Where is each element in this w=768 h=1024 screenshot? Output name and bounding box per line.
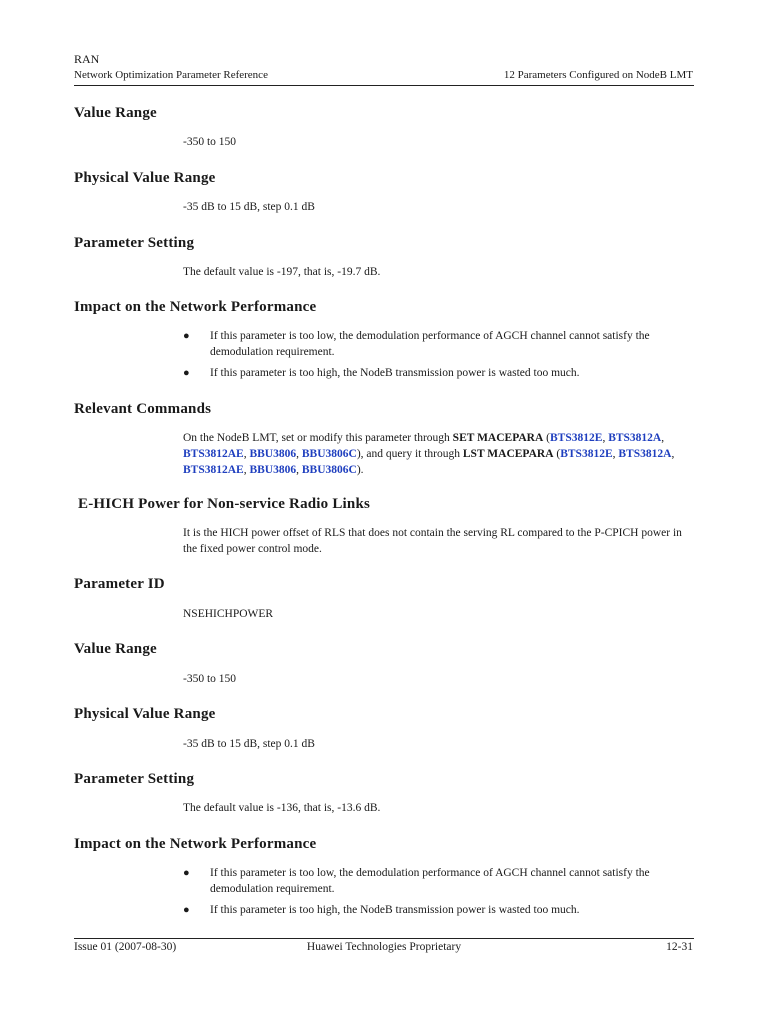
header-product: RAN bbox=[74, 52, 100, 66]
parameter-id-text: NSEHICHPOWER bbox=[183, 608, 274, 620]
physical-value-range-text: -35 dB to 15 dB, step 0.1 dB bbox=[183, 738, 315, 750]
value-range-heading: Value Range bbox=[74, 105, 157, 121]
footer-proprietary: Huawei Technologies Proprietary bbox=[306, 941, 462, 953]
cmd-text: , bbox=[671, 448, 675, 460]
link-bts3812ae[interactable]: BTS3812AE bbox=[183, 448, 244, 460]
link-bts3812a[interactable]: BTS3812A bbox=[618, 448, 672, 460]
set-command: SET MACEPARA bbox=[452, 432, 544, 444]
footer-issue: Issue 01 (2007-08-30) bbox=[74, 941, 177, 953]
parameter-setting-text: The default value is -197, that is, -19.7 dB. bbox=[183, 266, 381, 278]
link-bts3812e[interactable]: BTS3812E bbox=[560, 448, 613, 460]
cmd-text: ( bbox=[543, 432, 551, 444]
header-chapter: 12 Parameters Configured on NodeB LMT bbox=[503, 69, 693, 81]
bullet-icon: ● bbox=[183, 330, 190, 342]
footer-divider bbox=[74, 938, 694, 939]
link-bts3812ae[interactable]: BTS3812AE bbox=[183, 464, 244, 476]
impact-bullet-item bbox=[183, 902, 698, 918]
impact-bullet-item bbox=[183, 328, 698, 360]
parameter-setting-heading: Parameter Setting bbox=[74, 235, 195, 251]
cmd-text: , bbox=[296, 448, 302, 460]
value-range-text: -350 to 150 bbox=[183, 136, 237, 148]
cmd-text: , bbox=[296, 464, 302, 476]
value-range-heading: Value Range bbox=[74, 641, 157, 657]
link-bts3812a[interactable]: BTS3812A bbox=[608, 432, 662, 444]
physical-value-range-heading: Physical Value Range bbox=[74, 706, 216, 722]
header-divider bbox=[74, 85, 694, 86]
link-bbu3806c[interactable]: BBU3806C bbox=[301, 464, 357, 476]
impact-bullet-text: If this parameter is too high, the NodeB transmission power is wasted too much. bbox=[210, 904, 580, 916]
lst-command: LST MACEPARA bbox=[462, 448, 554, 460]
footer-page-number: 12-31 bbox=[666, 941, 693, 953]
bullet-icon: ● bbox=[183, 867, 190, 879]
link-bbu3806[interactable]: BBU3806 bbox=[249, 448, 297, 460]
relevant-commands-heading: Relevant Commands bbox=[74, 401, 212, 417]
cmd-text: , bbox=[612, 448, 619, 460]
cmd-text: , bbox=[243, 448, 250, 460]
cmd-text: , bbox=[661, 432, 665, 444]
parameter-setting-text: The default value is -136, that is, -13.6 dB. bbox=[183, 802, 381, 814]
cmd-text: ). bbox=[356, 464, 364, 476]
bullet-icon: ● bbox=[183, 367, 190, 379]
cmd-text: , bbox=[602, 432, 609, 444]
physical-value-range-text: -35 dB to 15 dB, step 0.1 dB bbox=[183, 201, 315, 213]
impact-bullet-item bbox=[183, 365, 698, 381]
cmd-text: ), and query it through bbox=[356, 448, 463, 460]
section-description: It is the HICH power offset of RLS that does not contain the serving RL compared to the P-CPICH power in the fixed power control mode. bbox=[183, 527, 682, 555]
link-bts3812e[interactable]: BTS3812E bbox=[550, 432, 603, 444]
section-title: E-HICH Power for Non-service Radio Links bbox=[78, 496, 371, 512]
bullet-icon: ● bbox=[183, 904, 190, 916]
value-range-text: -350 to 150 bbox=[183, 673, 237, 685]
impact-heading: Impact on the Network Performance bbox=[74, 299, 317, 315]
header-doc-title: Network Optimization Parameter Reference bbox=[74, 69, 268, 81]
parameter-id-heading: Parameter ID bbox=[74, 576, 165, 592]
link-bbu3806[interactable]: BBU3806 bbox=[249, 464, 297, 476]
parameter-setting-heading: Parameter Setting bbox=[74, 771, 195, 787]
impact-bullet-text: If this parameter is too low, the demodulation performance of AGCH channel cannot satisfy the demodulation requirement. bbox=[210, 867, 650, 895]
link-bbu3806c[interactable]: BBU3806C bbox=[301, 448, 357, 460]
cmd-text: , bbox=[243, 464, 250, 476]
physical-value-range-heading: Physical Value Range bbox=[74, 170, 216, 186]
impact-bullet-text: If this parameter is too high, the NodeB transmission power is wasted too much. bbox=[210, 367, 580, 379]
cmd-text: ( bbox=[553, 448, 561, 460]
impact-bullet-text: If this parameter is too low, the demodulation performance of AGCH channel cannot satisfy the demodulation requirement. bbox=[210, 330, 650, 358]
relevant-commands-text bbox=[183, 430, 698, 478]
impact-bullet-item bbox=[183, 865, 698, 897]
impact-heading: Impact on the Network Performance bbox=[74, 836, 317, 852]
cmd-text: On the NodeB LMT, set or modify this parameter through bbox=[183, 432, 453, 444]
